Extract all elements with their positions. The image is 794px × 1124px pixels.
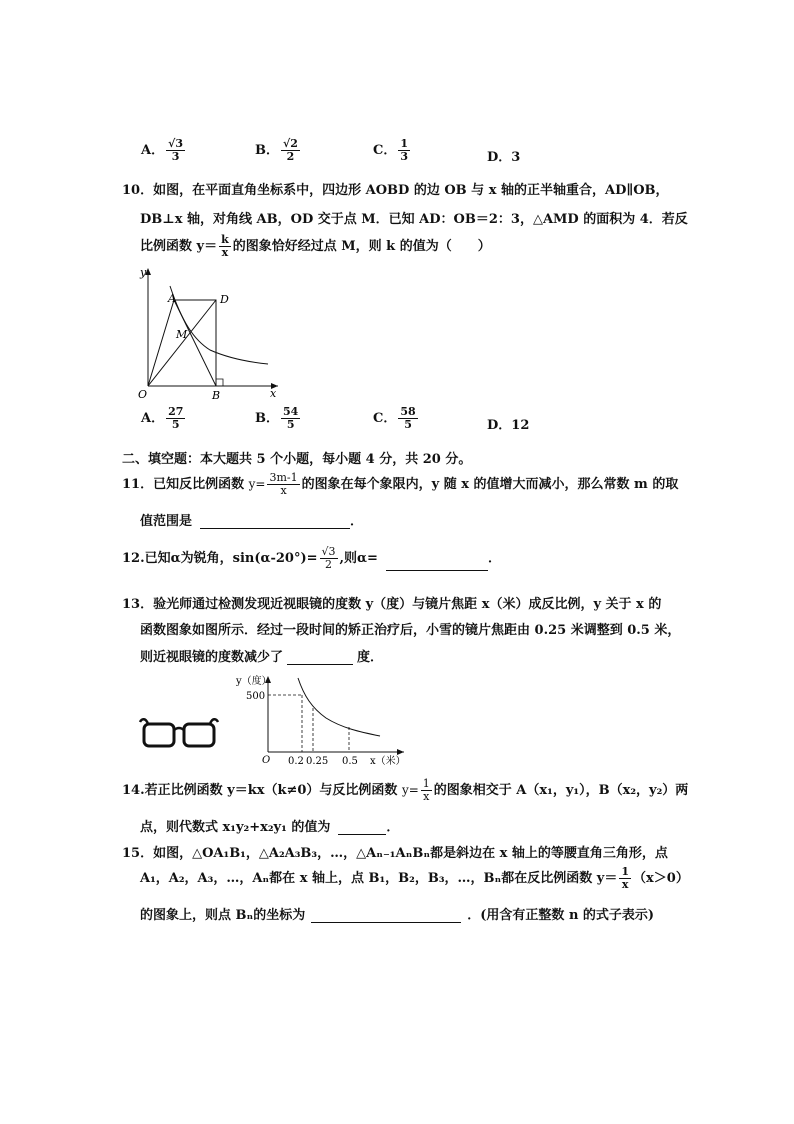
graph-x-tick-0: 0.2	[288, 756, 304, 767]
q15-answer-blank[interactable]	[311, 910, 461, 923]
q15-line2: A₁，A₂，A₃，…，Aₙ都在 x 轴上，点 B₁，B₂，B₃，…，Bₙ都在反比例函数 y＝ $\frac{1}{x}$ （x＞0）	[140, 865, 689, 891]
graph-x-label: x（米）	[370, 756, 406, 767]
glasses-icon	[136, 712, 222, 754]
q10-line1: 10．如图，在平面直角坐标系中，四边形 AOBD 的边 OB 与 x 轴的正半轴重合，AD∥OB，	[122, 183, 669, 198]
label-a: A	[168, 292, 176, 305]
q15-line1: 15．如图，△OA₁B₁，△A₂A₃B₃，…，△Aₙ₋₁AₙBₙ都是斜边在 x 轴上的等腰直角三角形，点	[122, 846, 668, 861]
q9-option-a: A． $\frac{√3}{3}$	[141, 137, 183, 163]
graph-x-tick-1: 0.25	[306, 756, 329, 767]
q10-figure	[128, 262, 288, 404]
inverse-curve	[298, 678, 380, 736]
q13-line2: 函数图象如图所示．经过一段时间的矫正治疗后，小雪的镜片焦距由 0.25 米调整到 0.5 米，	[140, 623, 681, 638]
q12-line: 12.已知α为锐角，sin(α-20°)= $\frac{√3}{2}$ ,则α= ．	[122, 545, 501, 571]
q9-option-d: D．3	[487, 150, 521, 165]
graph-y-label: y（度）	[236, 676, 272, 687]
x-axis-arrow-icon	[397, 749, 404, 755]
q11-line2: 值范围是 ．	[140, 514, 364, 529]
q11-line1: 11．已知反比例函数 y= $\frac{3m-1}{x}$ 的图象在每个象限内，y 随 x 的值增大而减小，那么常数 m 的取	[122, 471, 679, 497]
q14-answer-blank[interactable]	[338, 822, 386, 835]
q10-line2: DB⊥x 轴，对角线 AB，OD 交于点 M．已知 AD：OB＝2：3，△AMD 的面积为 4．若反	[140, 212, 688, 227]
label-b: B	[212, 389, 221, 402]
section2-heading: 二、填空题：本大题共 5 个小题，每小题 4 分，共 20 分。	[122, 452, 472, 467]
q11-answer-blank[interactable]	[200, 516, 350, 529]
right-angle-mark	[216, 379, 223, 386]
q12-answer-blank[interactable]	[386, 558, 488, 571]
q10-option-a: A． $\frac{27}{5}$	[141, 405, 184, 431]
q10-line3: 比例函数 y＝ $\frac{k}{x}$ 的图象恰好经过点 M，则 k 的值为（ ）	[140, 233, 491, 259]
q9-option-c: C． $\frac{1}{3}$	[373, 137, 409, 163]
q13-line3: 则近视眼镜的度数减少了 度．	[140, 650, 384, 665]
q14-line2: 点，则代数式 x₁y₂+x₂y₁ 的值为 ．	[140, 820, 400, 835]
q13-line1: 13．验光师通过检测发现近视眼镜的度数 y（度）与镜片焦距 x（米）成反比例，y 关于 x 的	[122, 597, 662, 612]
label-m: M	[176, 328, 188, 341]
label-d: D	[220, 293, 229, 306]
q14-line1: 14.若正比例函数 y＝kx（k≠0）与反比例函数 y= $\frac{1}{x}$ 的图象相交于 A（x₁，y₁），B（x₂，y₂）两	[122, 777, 689, 803]
graph-y-tick: 500	[246, 691, 266, 702]
q13-graph	[234, 672, 414, 768]
hyperbola-curve	[170, 286, 268, 364]
label-o: O	[138, 388, 148, 401]
q9-option-b: B． $\frac{√2}{2}$	[255, 137, 298, 163]
diagonal-od	[148, 300, 216, 386]
q10-option-d: D．12	[487, 418, 530, 433]
graph-x-tick-2: 0.5	[342, 756, 358, 767]
q13-answer-blank[interactable]	[287, 652, 353, 665]
q10-option-c: C． $\frac{58}{5}$	[373, 405, 416, 431]
q15-line3: 的图象上，则点 Bₙ的坐标为 ．(用含有正整数 n 的式子表示)	[140, 908, 655, 923]
graph-origin: O	[262, 755, 271, 766]
label-y: y	[140, 266, 147, 279]
q10-option-b: B． $\frac{54}{5}$	[255, 405, 299, 431]
label-x: x	[270, 387, 277, 400]
